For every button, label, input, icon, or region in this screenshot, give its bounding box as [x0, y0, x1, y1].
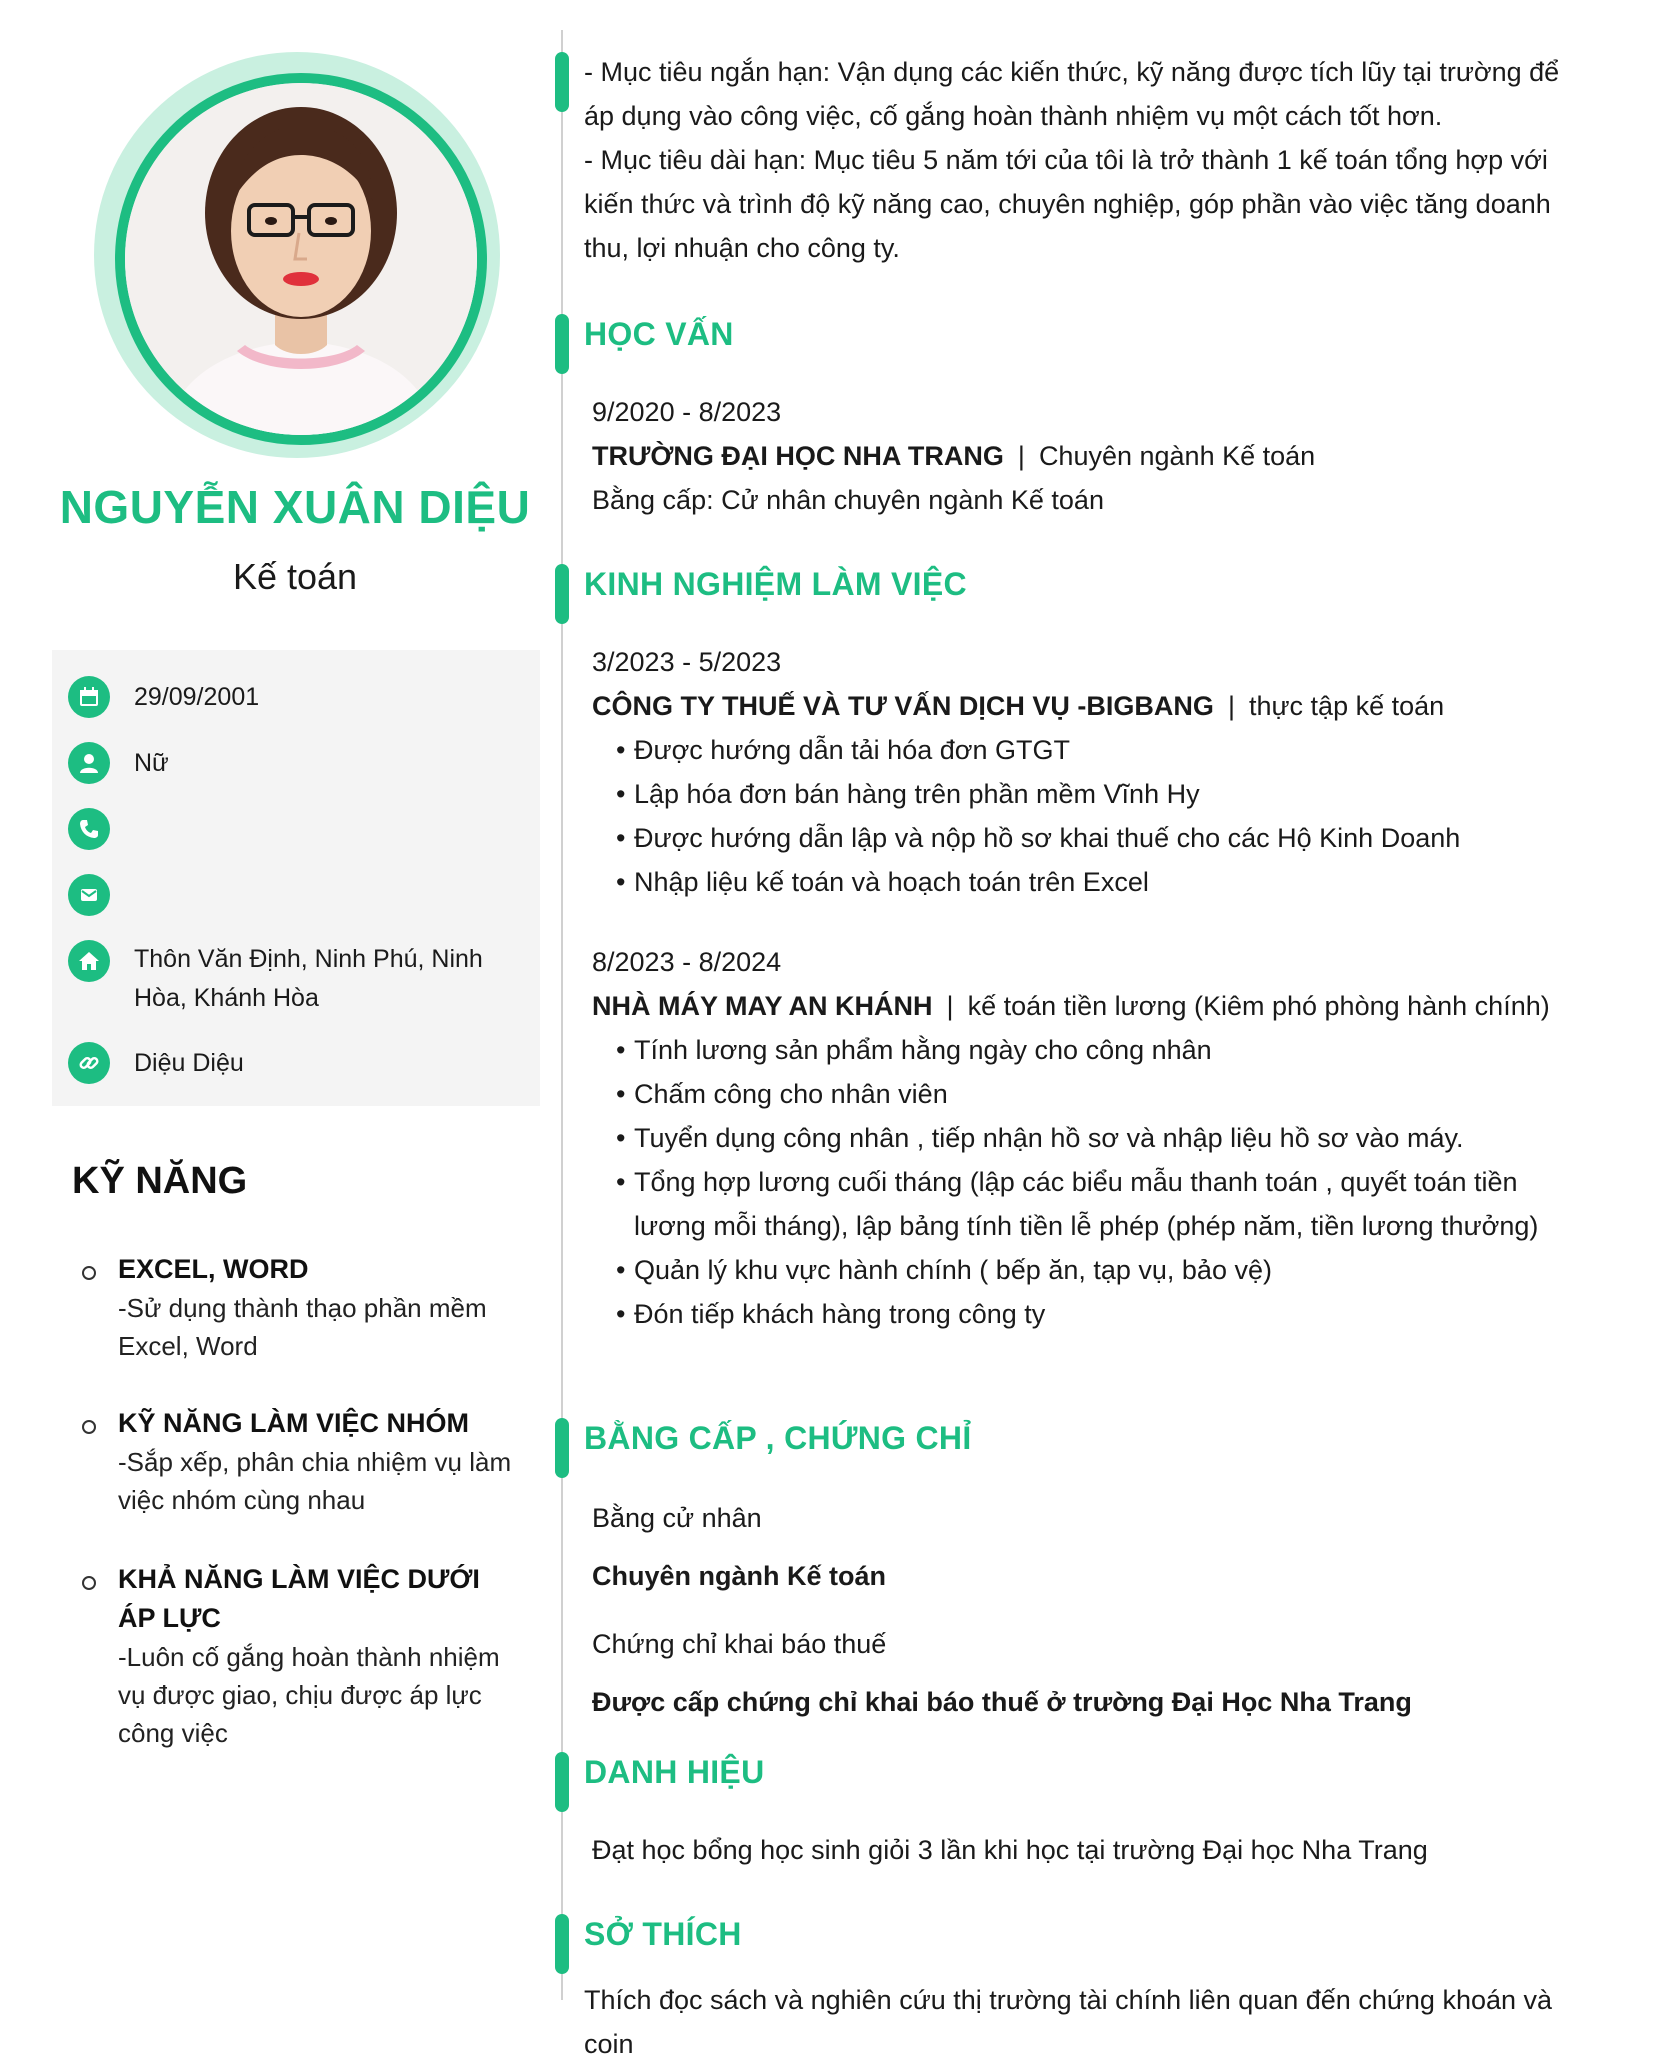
awards-text: Đạt học bổng học sinh giỏi 3 lần khi học tại trường Đại học Nha Trang	[592, 1835, 1428, 1865]
education-degree: Bằng cấp: Cử nhân chuyên ngành Kế toán	[592, 485, 1104, 515]
education-date: 9/2020 - 8/2023	[592, 397, 782, 427]
certificate-item	[592, 1622, 1592, 1724]
skill-description: -Sử dụng thành thạo phần mềm Excel, Word	[118, 1293, 487, 1361]
profile-photo	[115, 73, 487, 445]
job-task: • Được hướng dẫn lập và nộp hồ sơ khai thuế cho các Hộ Kinh Doanh	[616, 816, 1592, 860]
circle-bullet-icon	[82, 1266, 96, 1280]
awards-title: DANH HIỆU	[584, 1754, 765, 1790]
education-separator: |	[1017, 441, 1025, 471]
certificate-name: Bằng cử nhân	[592, 1503, 762, 1533]
job-task: • Tuyển dụng công nhân , tiếp nhận hồ sơ và nhập liệu hồ sơ vào máy.	[616, 1116, 1592, 1160]
certificates-title: BẰNG CẤP , CHỨNG CHỈ	[584, 1420, 972, 1456]
link-icon	[68, 1042, 110, 1084]
job-entry	[592, 940, 1592, 1336]
contact-gender: Nữ	[134, 749, 169, 777]
hobbies-text: Thích đọc sách và nghiên cứu thị trường tài chính liên quan đến chứng khoán và coin	[584, 1985, 1553, 2059]
candidate-role: Kế toán	[232, 556, 358, 597]
job-separator: |	[1227, 691, 1235, 721]
certificate-detail: Chuyên ngành Kế toán	[592, 1561, 887, 1591]
contact-phone-row	[68, 808, 514, 850]
job-entry	[592, 640, 1592, 904]
job-task-list	[592, 728, 1592, 904]
contact-address: Thôn Văn Định, Ninh Phú, Ninh Hòa, Khánh Hòa	[134, 945, 483, 1012]
certificate-detail: Được cấp chứng chỉ khai báo thuế ở trường Đại Học Nha Trang	[592, 1687, 1412, 1717]
job-task: • Tính lương sản phẩm hằng ngày cho công nhân	[616, 1028, 1592, 1072]
timeline-marker	[555, 564, 569, 624]
certificate-item	[592, 1496, 1592, 1598]
candidate-name: NGUYỄN XUÂN DIỆU	[59, 481, 531, 533]
education-school: TRƯỜNG ĐẠI HỌC NHA TRANG	[592, 441, 1004, 471]
job-company: CÔNG TY THUẾ VÀ TƯ VẤN DỊCH VỤ -BIGBANG	[592, 691, 1214, 721]
profile-photo-ring	[94, 52, 500, 458]
job-heading	[592, 984, 1592, 1028]
contact-birthday-row	[68, 676, 514, 718]
contact-link[interactable]: Diệu Diệu	[134, 1049, 244, 1077]
education-title: HỌC VẤN	[584, 316, 734, 352]
contact-link-row	[68, 1042, 514, 1084]
circle-bullet-icon	[82, 1576, 96, 1590]
timeline-marker	[555, 1752, 569, 1812]
skill-item	[82, 1404, 522, 1519]
job-task-list	[592, 1028, 1592, 1336]
job-position: kế toán tiền lương (Kiêm phó phòng hành chính)	[967, 991, 1550, 1021]
contact-email-row	[68, 874, 514, 916]
skill-description: -Luôn cố gắng hoàn thành nhiệm vụ được giao, chịu được áp lực công việc	[118, 1642, 500, 1748]
phone-icon	[68, 808, 110, 850]
timeline-marker	[555, 1418, 569, 1478]
job-company: NHÀ MÁY MAY AN KHÁNH	[592, 991, 933, 1021]
skill-name: EXCEL, WORD	[118, 1254, 309, 1284]
objective-short: - Mục tiêu ngắn hạn: Vận dụng các kiến thức, kỹ năng được tích lũy tại trường để áp dụng vào công việc, cố gắng hoàn thành nhiệm vụ một cách tốt hơn.	[584, 57, 1560, 131]
circle-bullet-icon	[82, 1420, 96, 1434]
skill-name: KỸ NĂNG LÀM VIỆC NHÓM	[118, 1408, 469, 1438]
timeline-marker	[555, 1914, 569, 1974]
contact-gender-row	[68, 742, 514, 784]
job-separator: |	[946, 991, 954, 1021]
user-icon	[68, 742, 110, 784]
skill-item	[82, 1560, 522, 1752]
calendar-icon	[68, 676, 110, 718]
education-heading	[592, 434, 1592, 478]
contact-address-row	[68, 940, 514, 1018]
job-task: • Tổng hợp lương cuối tháng (lập các biểu mẫu thanh toán , quyết toán tiền lương mỗi tháng), lập bảng tính tiền lễ phép (phép năm, tiền lương thưởng)	[616, 1160, 1592, 1248]
job-task: • Quản lý khu vực hành chính ( bếp ăn, tạp vụ, bảo vệ)	[616, 1248, 1592, 1292]
skill-item	[82, 1250, 522, 1365]
job-date: 3/2023 - 5/2023	[592, 647, 782, 677]
job-date: 8/2023 - 8/2024	[592, 947, 782, 977]
objective-long: - Mục tiêu dài hạn: Mục tiêu 5 năm tới của tôi là trở thành 1 kế toán tổng hợp với kiến thức và trình độ kỹ năng cao, chuyên nghiệp, góp phần vào việc tăng doanh thu, lợi nhuận cho công ty.	[584, 145, 1551, 263]
skill-name: KHẢ NĂNG LÀM VIỆC DƯỚI ÁP LỰC	[118, 1564, 480, 1633]
timeline-marker	[555, 52, 569, 112]
contact-birthday: 29/09/2001	[134, 683, 260, 711]
job-task: • Nhập liệu kế toán và hoạch toán trên Excel	[616, 860, 1592, 904]
job-task: • Lập hóa đơn bán hàng trên phần mềm Vĩnh Hy	[616, 772, 1592, 816]
contact-panel	[52, 650, 540, 1106]
left-column	[0, 0, 560, 2000]
home-icon	[68, 940, 110, 982]
skills-title: KỸ NĂNG	[72, 1160, 248, 1202]
job-task: • Đón tiếp khách hàng trong công ty	[616, 1292, 1592, 1336]
job-heading	[592, 684, 1592, 728]
education-entry	[592, 390, 1592, 522]
email-icon	[68, 874, 110, 916]
profile-photo-illustration	[125, 83, 477, 435]
experience-title: KINH NGHIỆM LÀM VIỆC	[584, 566, 967, 602]
job-position: thực tập kế toán	[1248, 691, 1445, 721]
hobbies-title: SỞ THÍCH	[584, 1916, 742, 1952]
certificate-name: Chứng chỉ khai báo thuế	[592, 1629, 887, 1659]
job-task: • Được hướng dẫn tải hóa đơn GTGT	[616, 728, 1592, 772]
job-task: • Chấm công cho nhân viên	[616, 1072, 1592, 1116]
timeline-marker	[555, 314, 569, 374]
skill-description: -Sắp xếp, phân chia nhiệm vụ làm việc nhóm cùng nhau	[118, 1447, 512, 1515]
education-major: Chuyên ngành Kế toán	[1038, 441, 1316, 471]
